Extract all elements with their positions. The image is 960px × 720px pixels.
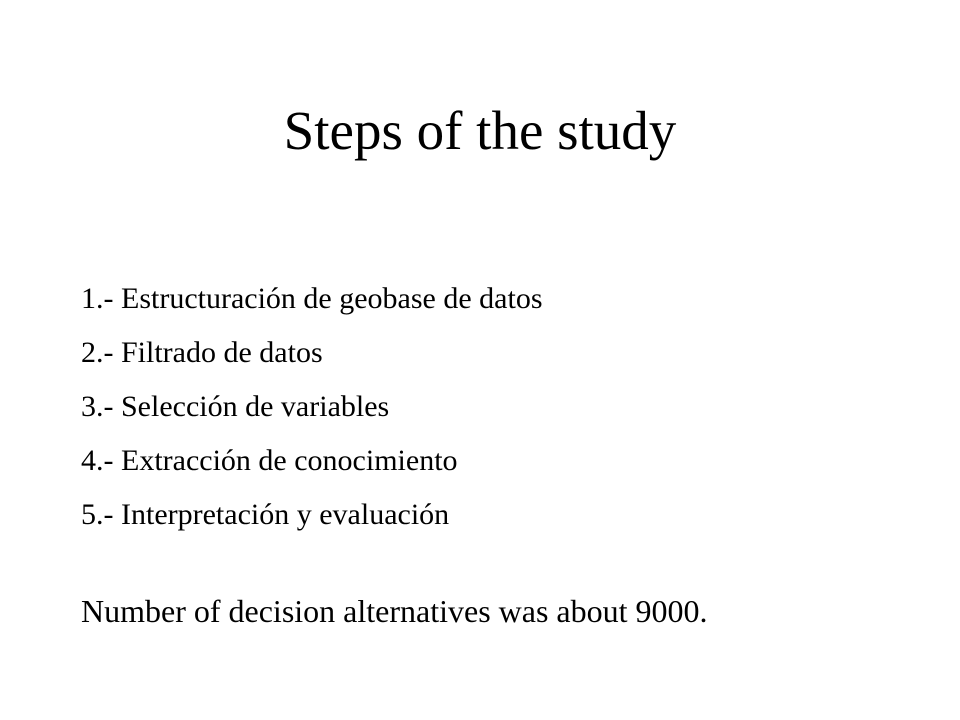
step-item-3: 3.- Selección de variables	[81, 390, 390, 423]
steps-list	[81, 272, 543, 542]
slide-title: Steps of the study	[283, 100, 677, 161]
step-item-5: 5.- Interpretación y evaluación	[81, 498, 450, 531]
step-item-1: 1.- Estructuración de geobase de datos	[81, 282, 543, 315]
decision-alternatives-note: Number of decision alternatives was about 9000.	[81, 593, 708, 629]
step-item-2: 2.- Filtrado de datos	[81, 336, 323, 369]
step-item-4: 4.- Extracción de conocimiento	[81, 444, 458, 477]
